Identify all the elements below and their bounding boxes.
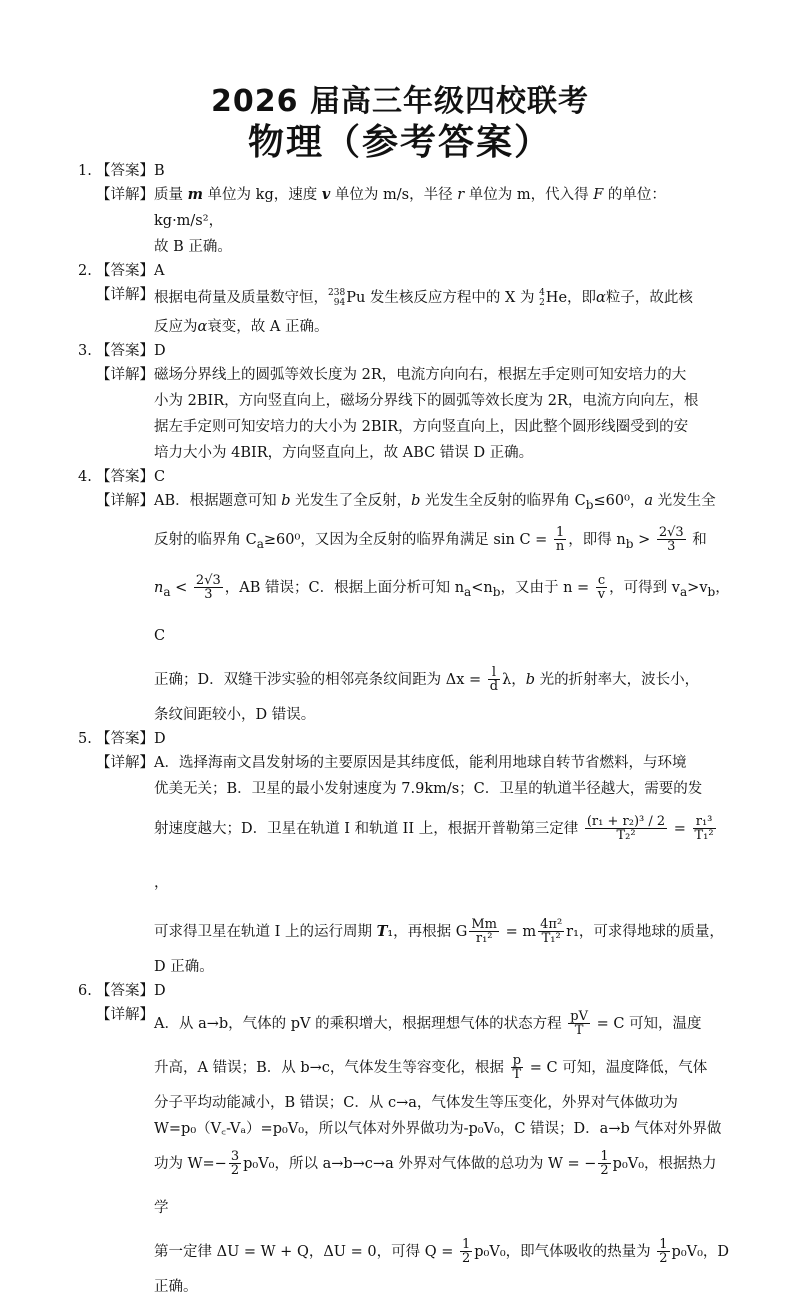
q3-detail: 【详解】 磁场分界线上的圆弧等效长度为 2R，电流方向向右，根据左手定则可知安培力的大 小为 2BIR，方向竖直向上，磁场分界线下的圆弧等效长度为 2R，电流方向向左，根 据左手定则可知安培力的大小为 2BIR，方向竖直向上，因此整个圆形线圈受到的安 培力大小为 4BIR，方向竖直向上，故 ABC 错误 D 正确。 xyxy=(96,367,699,461)
q6-answer: 6. 【答案】D xyxy=(78,982,166,999)
q1-detail: 【详解】 质量 m 单位为 kg，速度 v 单位为 m/s，半径 r 单位为 m，代入得 F 的单位：kg·m/s²， 故 B 正确。 xyxy=(96,186,666,255)
q3-answer: 3. 【答案】D xyxy=(78,343,166,359)
q2-detail: 【详解】 根据电荷量及质量数守恒， 238 94 Pu 发生核反应方程中的 X 为 4 2 He，即α粒子，故此核 反应为α衰变，故 A 正确。 xyxy=(96,287,693,335)
page-title-line2: 物理（参考答案） xyxy=(247,122,552,163)
answer-content xyxy=(78,160,730,1300)
page-title-line1: 2026 届高三年级四校联考 xyxy=(211,84,589,119)
q4-detail: 【详解】 AB．根据题意可知 b 光发生了全反射，b 光发生全反射的临界角 $C_b\le 60^0$，a 光发生全 反射的临界角 $C_a\ge 60^0$，又因为全反射的临界角满足 sin C = $\frac{1}{n}$ ，即得 $n_b$ > $\frac{2√3}{3}$ 和 $n_a$ < $\frac{2√3}{3}$ ，AB 错误；C．根据上面分析可知 $n_a<n_b$，又由于 n = $\frac{c}{v}$ ，可得到 $v_a>v_b$，C 正确；D．双缝干涉实验的相邻亮条纹间距为 Δx = $\frac{l}{d}$ λ，b 光的折射率大，波长小， 条纹间距较小，D 错误。 xyxy=(96,493,730,723)
q4-answer: 4. 【答案】C xyxy=(78,469,166,485)
q5-detail: 【详解】 A．选择海南文昌发射场的主要原因是其纬度低，能利用地球自转节省燃料，与环境 优美无关；B．卫星的最小发射速度为 7.9km/s；C．卫星的轨道半径越大，需要的发 射速度越大；D．卫星在轨道 I 和轨道 II 上，根据开普勒第三定律 $\frac{\text{(r₁ + r₂)³ / 2}}{\text{T₂²}}$ = $\frac{\text{r₁³}}{\text{T₁²}}$ ， 可求得卫星在轨道 I 上的运行周期 T₁，再根据 G $\frac{Mm}{\text{r₁²}}$ = m $\frac{\text{4π²}}{\text{T₁²}}$ r₁，可求得地球的质量， D 正确。 xyxy=(96,754,724,975)
q1-answer: 1. 【答案】B xyxy=(78,163,165,179)
q2-answer: 2. 【答案】A xyxy=(78,263,165,279)
q6-detail: 【详解】 A．从 a→b，气体的 pV 的乘积增大，根据理想气体的状态方程 $\frac{pV}{T}$ = C 可知，温度 升高，A 错误；B．从 b→c，气体发生等容变化，根据 $\frac{p}{T}$ = C 可知，温度降低，气体 分子平均动能减小，B 错误；C．从 c→a，气体发生等压变化，外界对气体做功为 W=p₀（V꜀-Vₐ）=p₀V₀，所以气体对外界做功为-p₀V₀，C 错误；D．a→b 气体对外界做 功为 W=− $\frac{3}{2}$ p₀V₀，所以 a→b→c→a 外界对气体做的总功为 W = − $\frac{1}{2}$ p₀V₀，根据热力学 第一定律 ΔU = W + Q，ΔU = 0，可得 Q = $\frac{1}{2}$ p₀V₀，即气体吸收的热量为 $\frac{1}{2}$ p₀V₀，D 正确。 xyxy=(96,1006,730,1295)
q5-answer: 5. 【答案】D xyxy=(78,730,166,747)
